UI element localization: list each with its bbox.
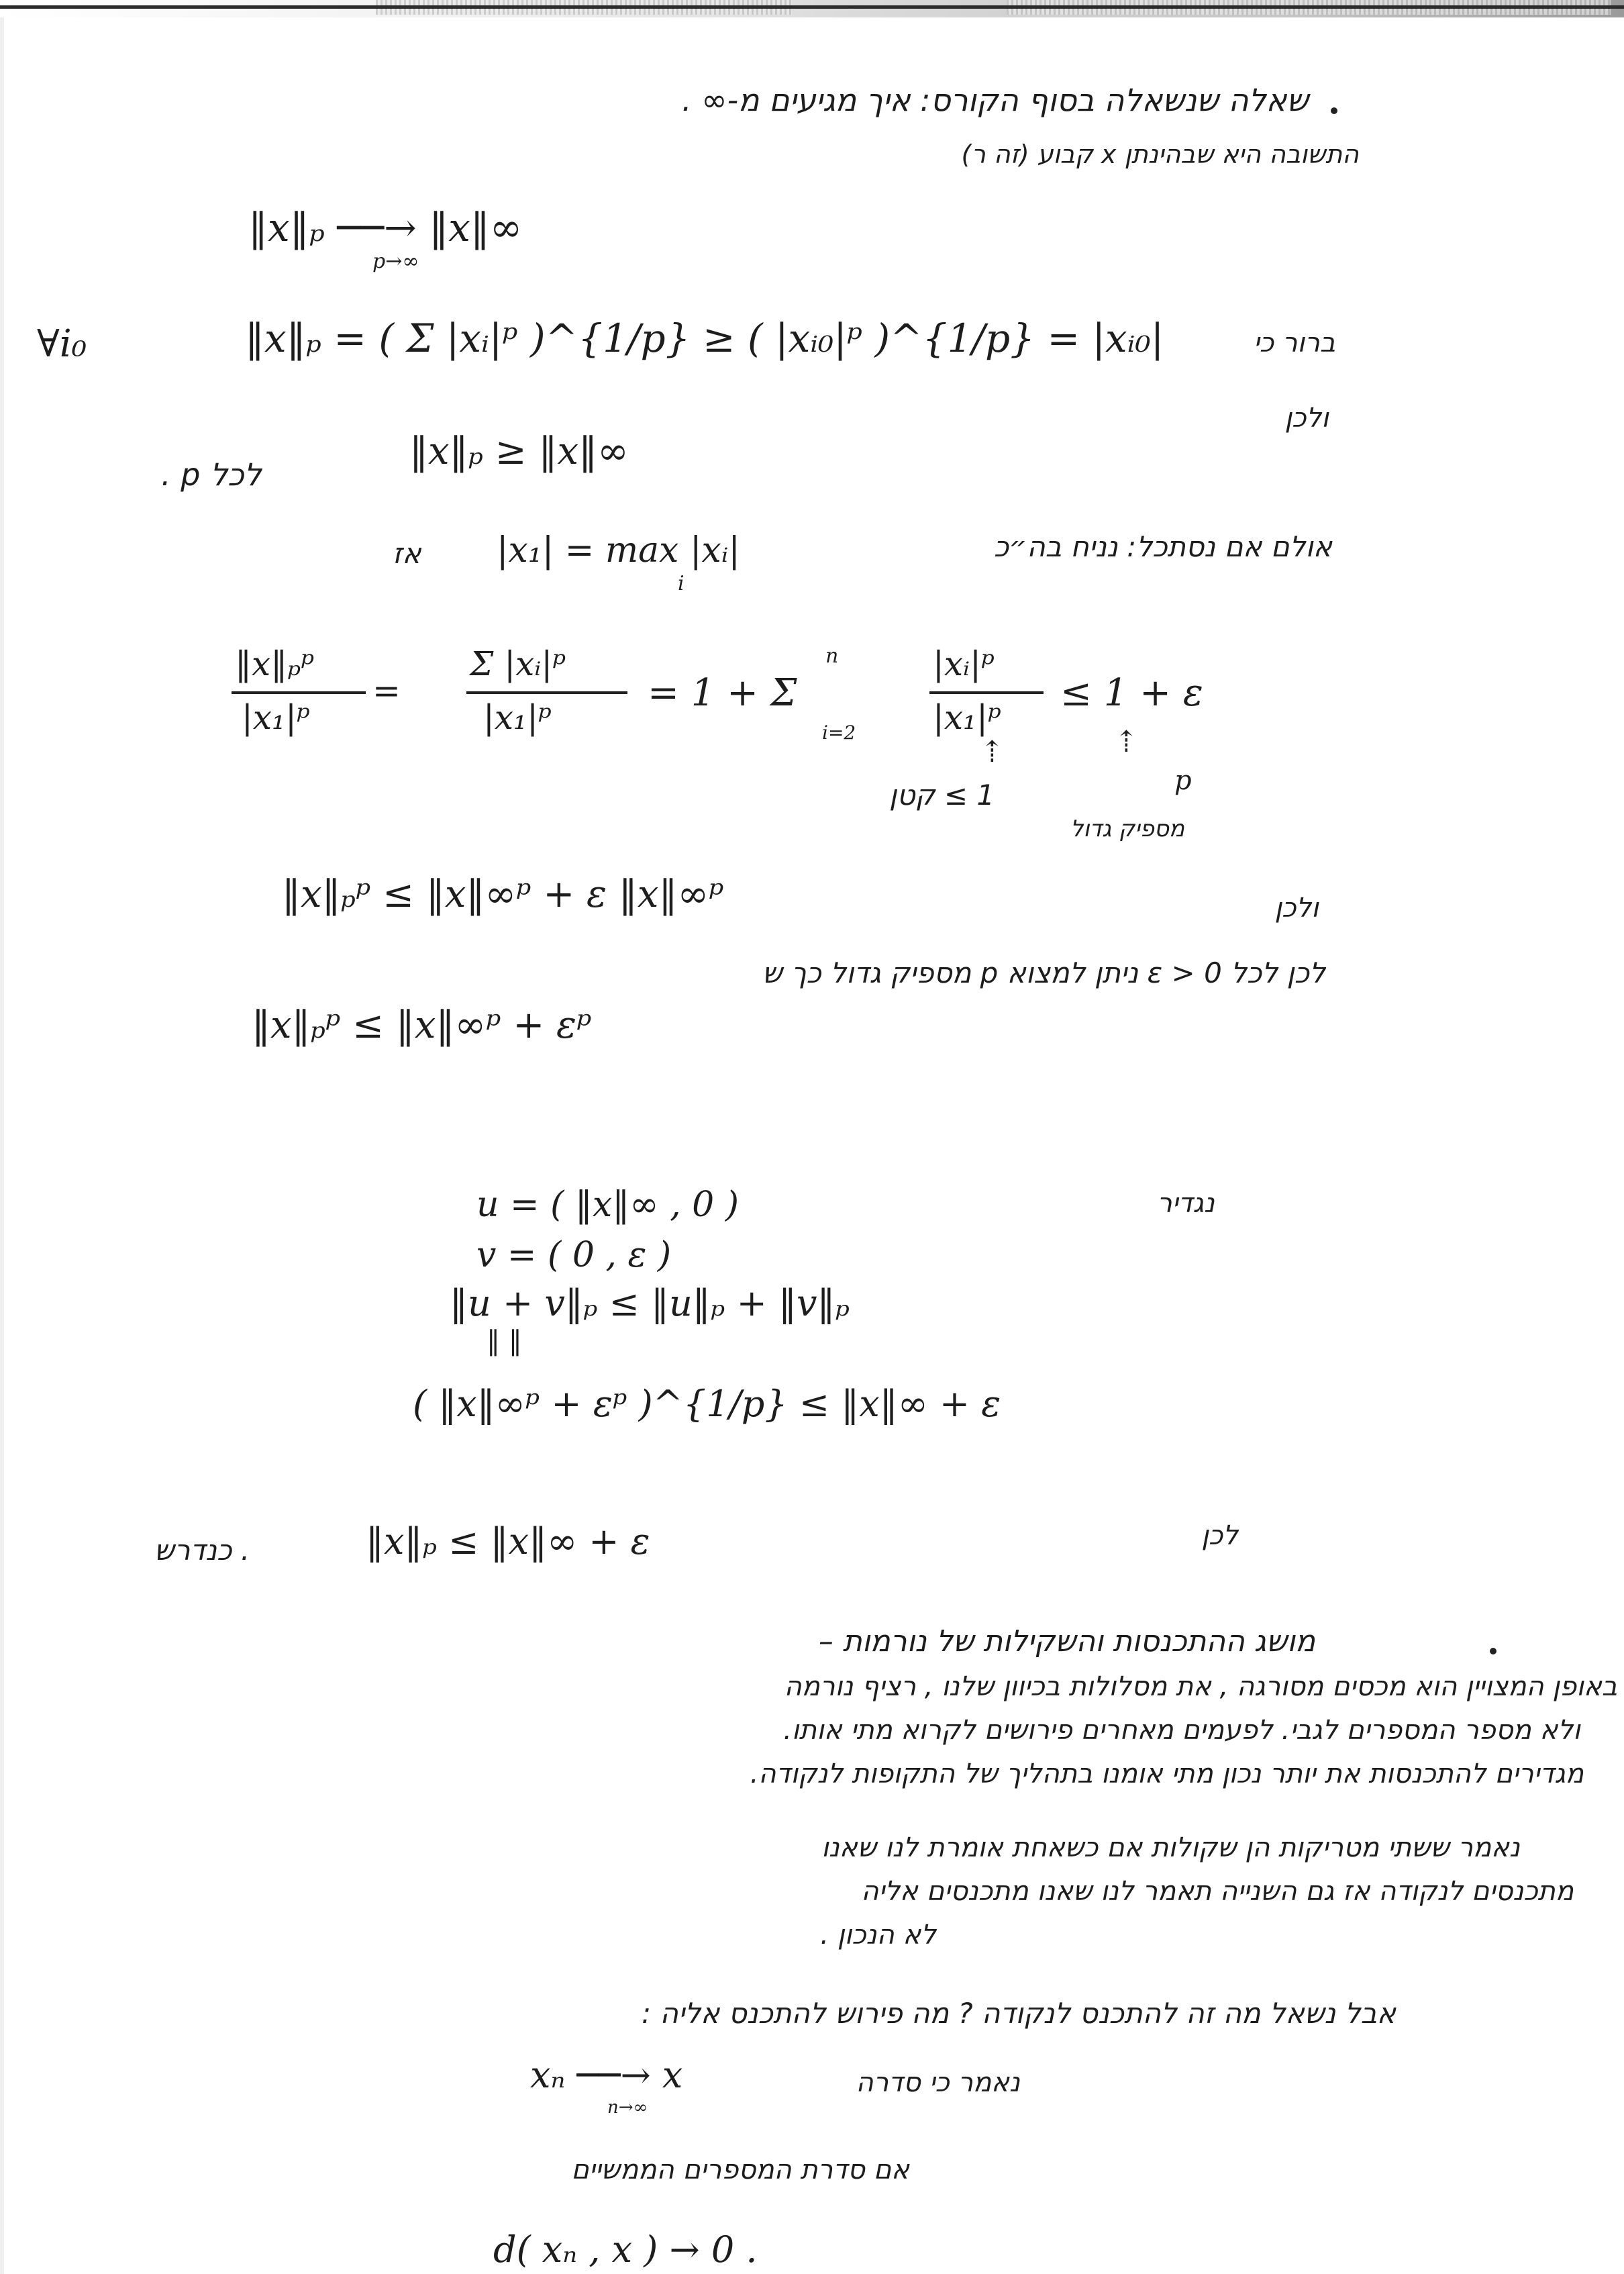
scan-border-line: [0, 5, 1624, 9]
clear-label: ברור כי: [1254, 328, 1335, 358]
forall-label: ∀i₀: [37, 322, 87, 366]
fraction-right-numerator: |xᵢ|ᵖ: [933, 644, 995, 683]
section2-paragraph-1-line-1: באופן המצויין הוא מכסים מסורגה , את מסלולות בכיוון שלנו , רציף נורמה: [784, 1671, 1617, 1702]
thus-label: ולכן: [1274, 893, 1319, 924]
section2-paragraph-2-line-3: לא הנכון .: [820, 1920, 936, 1950]
bullet-section-2: [1490, 1648, 1496, 1654]
define-label: נגדיר: [1157, 1188, 1215, 1219]
inequality-1: ‖x‖ₚ = ( Σ |xᵢ|ᵖ )^{1/p} ≥ ( |xᵢ₀|ᵖ )^{1/p} = |xᵢ₀|: [245, 315, 1164, 361]
triangle-inequality-2: ( ‖x‖∞ᵖ + εᵖ )^{1/p} ≤ ‖x‖∞ + ε: [413, 1383, 1001, 1425]
arrow-up-mark: ⇡: [1114, 725, 1139, 759]
equality-marks: ‖ ‖: [487, 1326, 522, 1356]
max-expression: |x₁| = max |xᵢ|: [497, 530, 740, 571]
sequence-subscript: n→∞: [607, 2097, 648, 2118]
conclusion-suffix: . כנדרש: [154, 1534, 250, 1567]
conclude-label: לכן: [1201, 1520, 1238, 1551]
max-subscript: i: [678, 572, 684, 595]
iff-label: אם סדרת המספרים הממשיים: [571, 2155, 909, 2185]
page-edge: [0, 0, 4, 2274]
sequence-expression: xₙ ──→ x: [530, 2054, 683, 2096]
section2-paragraph-2-line-1: נאמר ששתי מטריקות הן שקולות אם כשאחת אומרת לנו שאנו: [821, 1832, 1520, 1863]
bound-expression: ≤ 1 + ε: [1060, 671, 1203, 715]
inequality-2-suffix: . p לכל: [161, 456, 262, 493]
section1-subtitle: התשובה היא שבהינתן x קבוע (זה ר): [961, 140, 1359, 169]
inequality-2: ‖x‖ₚ ≥ ‖x‖∞: [409, 430, 629, 473]
sum-lower-limit: i=2: [822, 722, 856, 744]
fraction-bar: [929, 691, 1044, 694]
sum-upper-limit: n: [825, 644, 839, 668]
max-suffix: אז: [393, 537, 421, 570]
bullet-section-1: [1331, 107, 1337, 114]
conclusion-expression: ‖x‖ₚ ≤ ‖x‖∞ + ε: [366, 1520, 650, 1563]
annotation-small: 1 ≥ קטן: [889, 779, 995, 811]
therefore-label: ולכן: [1284, 403, 1329, 434]
fraction-lhs-denominator: |x₁|ᵖ: [242, 698, 310, 737]
equals-sign: =: [372, 671, 401, 710]
inequality-3: ‖x‖ₚᵖ ≤ ‖x‖∞ᵖ + ε ‖x‖∞ᵖ: [282, 873, 724, 916]
annotation-p: p: [1174, 765, 1192, 796]
v-definition: v = ( 0 , ε ): [476, 1235, 672, 1275]
limit-expression: ‖x‖ₚ ──→ ‖x‖∞: [248, 205, 523, 250]
section2-paragraph-1-line-2: ולא מספר המספרים לגבי. לפעמים מאחרים פירושים לקרוא מתי אותו.: [783, 1715, 1580, 1746]
section1-title: שאלה שנשאלה בסוף הקורס: איך מגיעים מ-∞ .: [682, 82, 1309, 118]
annotation-large-enough: מספיק גדול: [1070, 815, 1185, 842]
fraction-lhs-numerator: ‖x‖ₚᵖ: [235, 644, 315, 683]
question-line: אבל נשאל מה זה להתכנס לנקודה ? מה פירוש להתכנס אליה :: [642, 1997, 1396, 2030]
other-direction-label: אולם אם נסתכל: נניח בה״כ: [994, 530, 1332, 563]
fraction-mid-denominator: |x₁|ᵖ: [483, 698, 552, 737]
arrow-up-mark: ⇡: [980, 735, 1005, 769]
sequence-label: נאמר כי סדרה: [856, 2067, 1020, 2098]
section2-paragraph-2-line-2: מתכנסים לנקודה אז גם השנייה תאמר לנו שאנו מתכנסים אליה: [861, 1876, 1574, 1907]
triangle-inequality: ‖u + v‖ₚ ≤ ‖u‖ₚ + ‖v‖ₚ: [450, 1282, 850, 1324]
fraction-bar: [232, 691, 366, 694]
sum-expression: = 1 + Σ: [648, 671, 797, 715]
inequality-4: ‖x‖ₚᵖ ≤ ‖x‖∞ᵖ + εᵖ: [252, 1003, 592, 1047]
final-expression: d( xₙ , x ) → 0 .: [493, 2228, 758, 2271]
limit-subscript: p→∞: [372, 250, 419, 273]
section2-title: מושג ההתכנסות והשקילות של נורמות –: [818, 1624, 1315, 1659]
fraction-mid-numerator: Σ |xᵢ|ᵖ: [470, 644, 566, 683]
u-definition: u = ( ‖x‖∞ , 0 ): [476, 1185, 740, 1225]
fraction-right-denominator: |x₁|ᵖ: [933, 698, 1001, 737]
section2-paragraph-1-line-3: מגדירים להתכנסות את יותר נכון מתי אומנו בתהליך של התקופות לנקודה.: [750, 1759, 1584, 1789]
epsilon-statement: לכן לכל ε > 0 ניתן למצוא p מספיק גדול כך ש: [762, 956, 1325, 989]
fraction-bar: [466, 691, 627, 694]
